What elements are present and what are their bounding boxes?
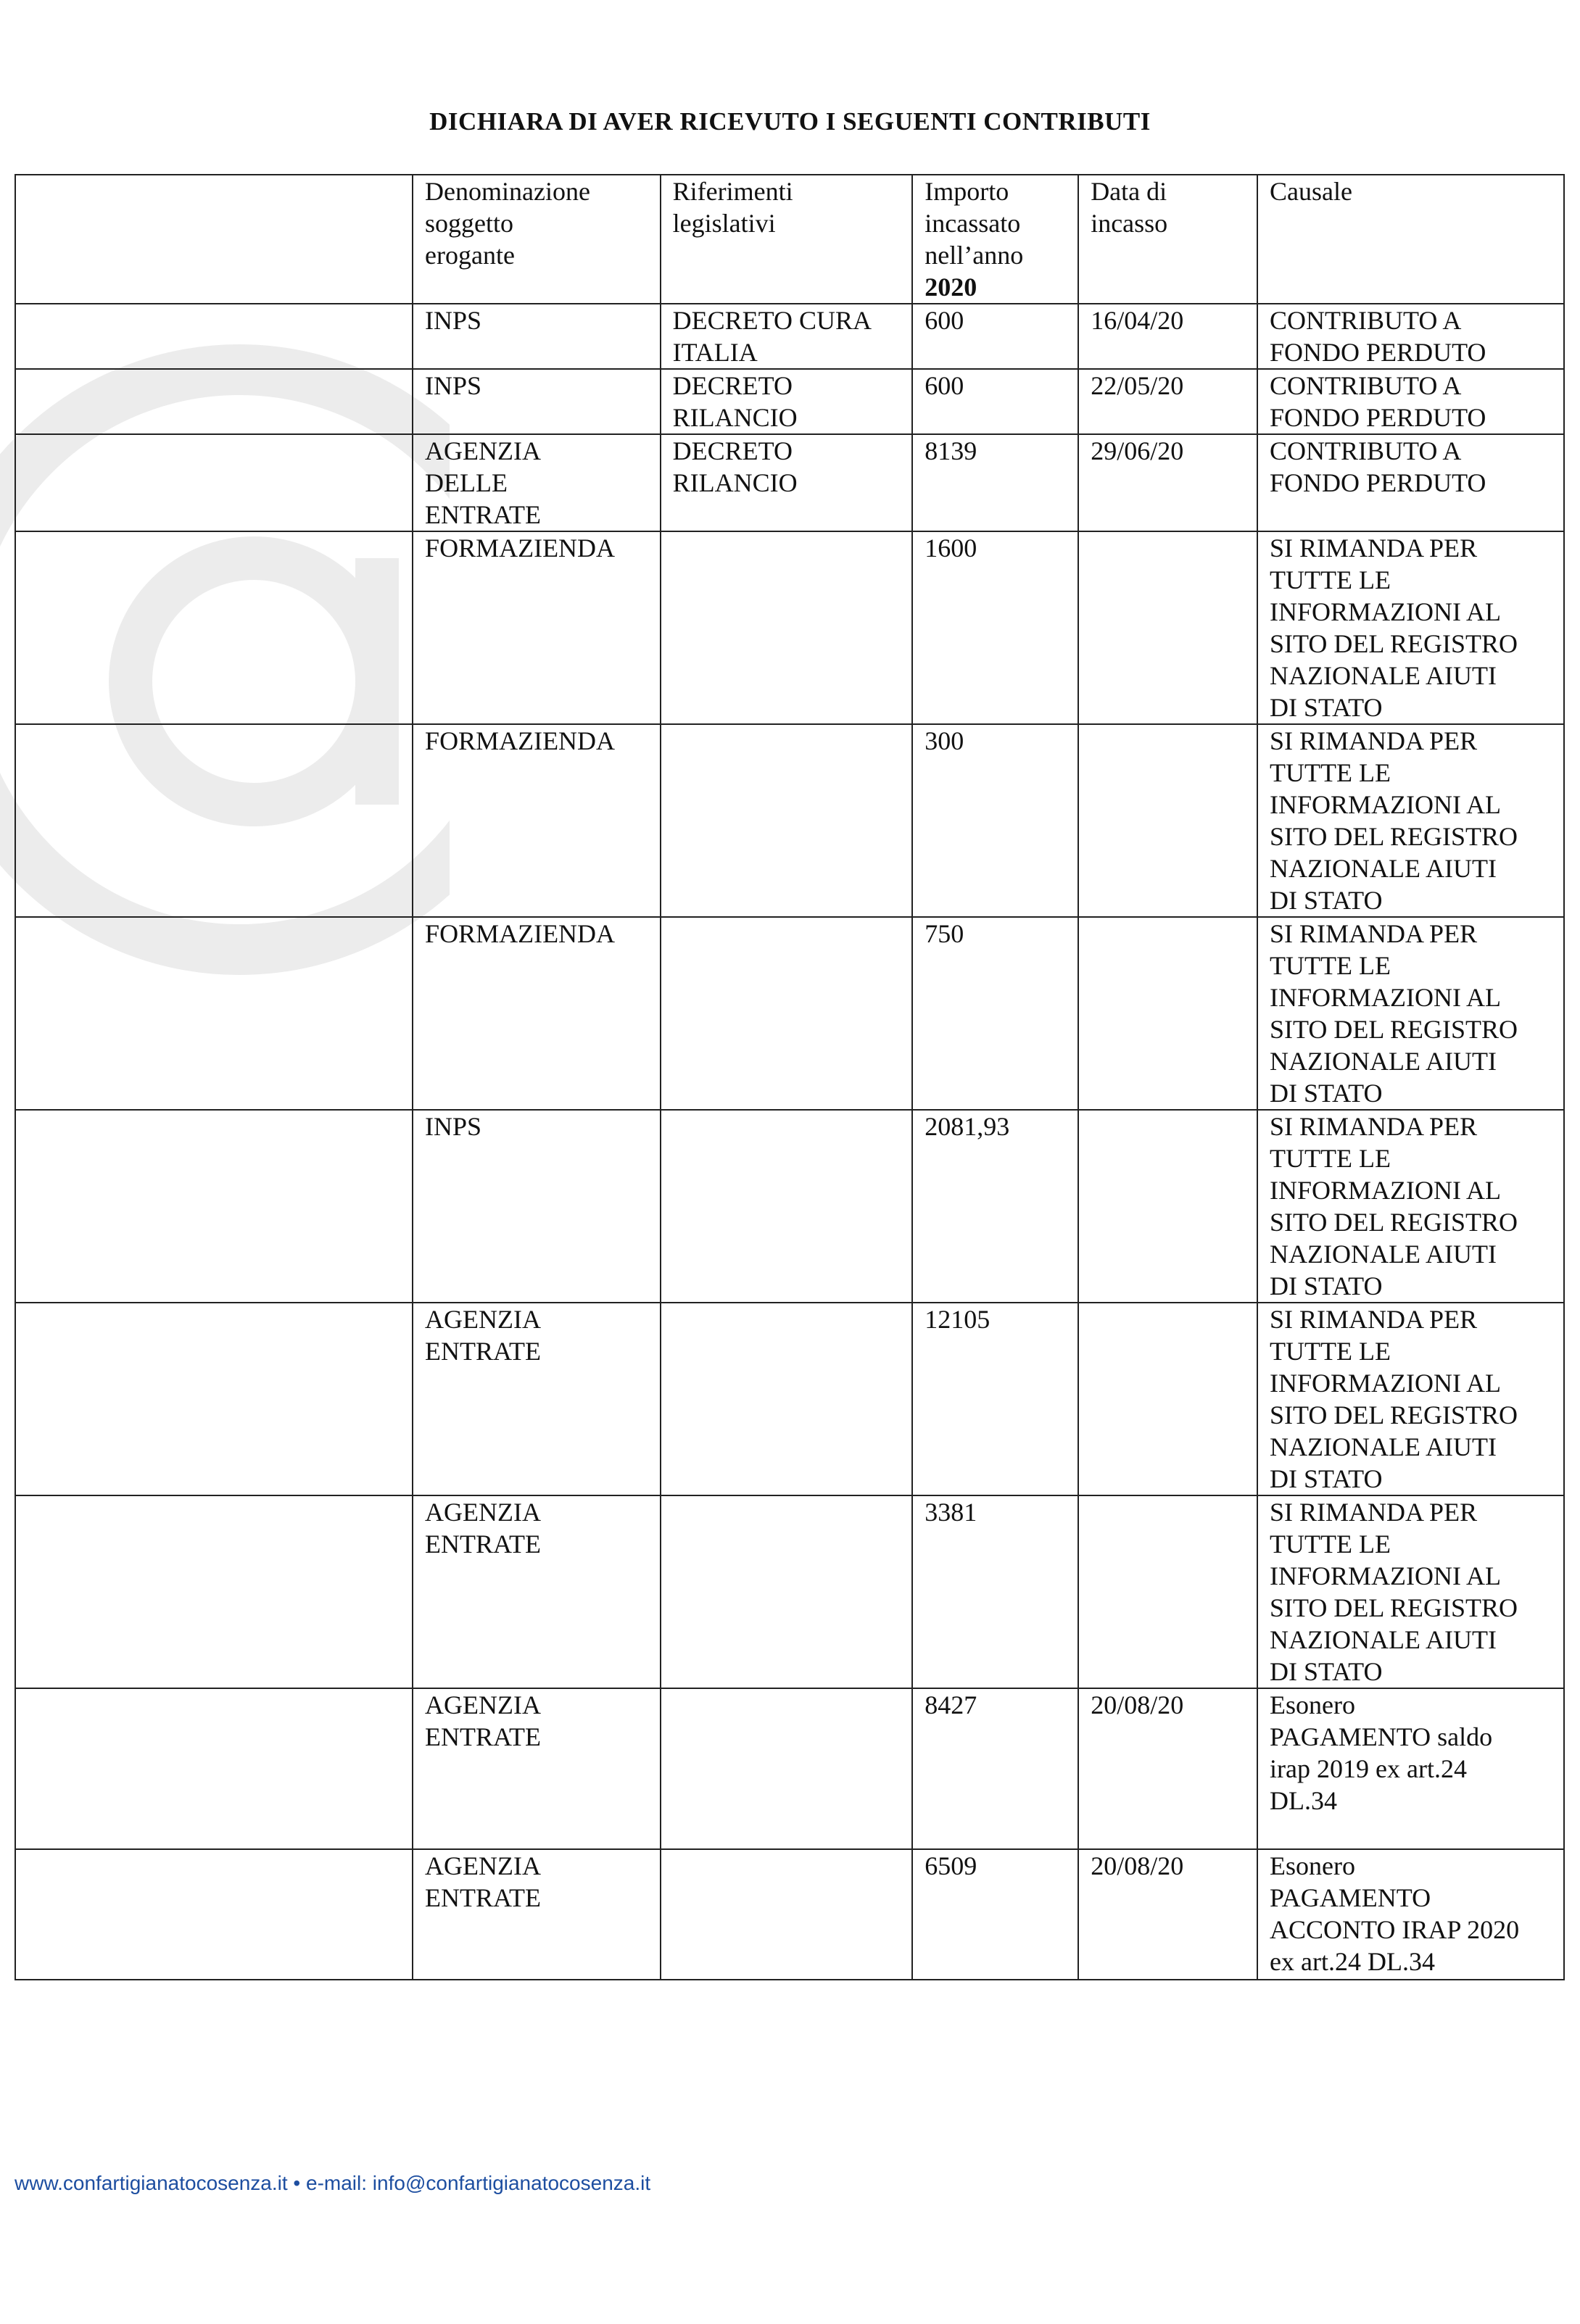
cell-text: 750: [925, 919, 964, 948]
cell-denominazione: [413, 1495, 661, 1688]
cell-blank: [15, 1303, 413, 1495]
header-causale: Causale: [1257, 175, 1564, 304]
cell-text: 600: [925, 371, 964, 400]
cell-text: 22/05/20: [1091, 371, 1184, 400]
cell-importo: [912, 1688, 1078, 1849]
cell-causale: [1257, 434, 1564, 531]
cell-data-incasso: [1078, 917, 1257, 1110]
cell-text: SI RIMANDA PER TUTTE LE INFORMAZIONI AL SITO DEL REGISTRO NAZIONALE AIUTI DI STATO: [1270, 1112, 1518, 1300]
cell-text: 600: [925, 306, 964, 335]
cell-denominazione: [413, 369, 661, 434]
cell-blank: [15, 304, 413, 369]
cell-riferimenti: [661, 1495, 913, 1688]
cell-causale: [1257, 1110, 1564, 1303]
cell-importo: [912, 1303, 1078, 1495]
header-riferimenti: Riferimenti legislativi: [661, 175, 913, 304]
cell-causale: [1257, 1849, 1564, 1980]
cell-riferimenti: [661, 917, 913, 1110]
table-row: [15, 304, 1564, 369]
cell-data-incasso: [1078, 1495, 1257, 1688]
cell-text: 12105: [925, 1305, 990, 1334]
cell-importo: [912, 434, 1078, 531]
cell-text: CONTRIBUTO A FONDO PERDUTO: [1270, 371, 1486, 432]
cell-denominazione: [413, 1688, 661, 1849]
cell-blank: [15, 1110, 413, 1303]
cell-importo: [912, 369, 1078, 434]
cell-importo: [912, 531, 1078, 724]
table-row: [15, 434, 1564, 531]
cell-data-incasso: [1078, 1849, 1257, 1980]
cell-text: 8139: [925, 436, 977, 465]
cell-text: FORMAZIENDA: [425, 726, 616, 755]
table-row: [15, 917, 1564, 1110]
cell-causale: [1257, 724, 1564, 917]
cell-riferimenti: [661, 434, 913, 531]
cell-text: 3381: [925, 1498, 977, 1527]
cell-text: SI RIMANDA PER TUTTE LE INFORMAZIONI AL SITO DEL REGISTRO NAZIONALE AIUTI DI STATO: [1270, 1305, 1518, 1493]
cell-data-incasso: [1078, 531, 1257, 724]
cell-causale: [1257, 531, 1564, 724]
cell-text: Esonero PAGAMENTO saldo irap 2019 ex art.24 DL.34: [1270, 1690, 1493, 1815]
cell-text: AGENZIA DELLE ENTRATE: [425, 436, 542, 529]
cell-text: FORMAZIENDA: [425, 534, 616, 563]
cell-data-incasso: [1078, 434, 1257, 531]
cell-causale: [1257, 369, 1564, 434]
table-row: [15, 1688, 1564, 1849]
cell-text: INPS: [425, 306, 482, 335]
cell-causale: [1257, 304, 1564, 369]
cell-denominazione: [413, 531, 661, 724]
cell-text: 16/04/20: [1091, 306, 1184, 335]
cell-denominazione: [413, 1110, 661, 1303]
cell-blank: [15, 1688, 413, 1849]
cell-blank: [15, 1495, 413, 1688]
cell-text: SI RIMANDA PER TUTTE LE INFORMAZIONI AL SITO DEL REGISTRO NAZIONALE AIUTI DI STATO: [1270, 919, 1518, 1108]
table-row: [15, 531, 1564, 724]
cell-importo: [912, 1110, 1078, 1303]
cell-causale: [1257, 1495, 1564, 1688]
cell-text: 300: [925, 726, 964, 755]
cell-denominazione: [413, 1849, 661, 1980]
cell-text: AGENZIA ENTRATE: [425, 1305, 542, 1366]
cell-blank: [15, 434, 413, 531]
cell-text: CONTRIBUTO A FONDO PERDUTO: [1270, 436, 1486, 497]
cell-riferimenti: [661, 1849, 913, 1980]
header-importo: Importo incassato nell’anno 2020: [912, 175, 1078, 304]
table-row: [15, 1495, 1564, 1688]
cell-importo: [912, 1849, 1078, 1980]
cell-text: INPS: [425, 371, 482, 400]
cell-text: SI RIMANDA PER TUTTE LE INFORMAZIONI AL SITO DEL REGISTRO NAZIONALE AIUTI DI STATO: [1270, 726, 1518, 915]
cell-text: AGENZIA ENTRATE: [425, 1851, 542, 1912]
cell-text: 29/06/20: [1091, 436, 1184, 465]
cell-blank: [15, 917, 413, 1110]
cell-data-incasso: [1078, 1303, 1257, 1495]
cell-blank: [15, 1849, 413, 1980]
cell-riferimenti: [661, 304, 913, 369]
cell-text: 2081,93: [925, 1112, 1010, 1141]
cell-data-incasso: [1078, 1688, 1257, 1849]
cell-text: 20/08/20: [1091, 1690, 1184, 1719]
cell-causale: [1257, 1688, 1564, 1849]
cell-text: INPS: [425, 1112, 482, 1141]
table-header-row: [15, 175, 1564, 304]
cell-text: AGENZIA ENTRATE: [425, 1498, 542, 1559]
cell-text: 1600: [925, 534, 977, 563]
header-cell-blank: [15, 175, 413, 304]
cell-text: SI RIMANDA PER TUTTE LE INFORMAZIONI AL SITO DEL REGISTRO NAZIONALE AIUTI DI STATO: [1270, 1498, 1518, 1686]
footer-contact: www.confartigianatocosenza.it • e-mail: info@confartigianatocosenza.it: [15, 2172, 651, 2194]
table-row: [15, 369, 1564, 434]
cell-data-incasso: [1078, 1110, 1257, 1303]
cell-riferimenti: [661, 724, 913, 917]
cell-text: 6509: [925, 1851, 977, 1880]
cell-importo: [912, 724, 1078, 917]
cell-causale: [1257, 1303, 1564, 1495]
cell-denominazione: [413, 917, 661, 1110]
cell-text: 8427: [925, 1690, 977, 1719]
cell-blank: [15, 531, 413, 724]
cell-denominazione: [413, 1303, 661, 1495]
table-row: [15, 1849, 1564, 1980]
cell-causale: [1257, 917, 1564, 1110]
header-importo-year: 2020: [925, 273, 977, 302]
cell-text: 20/08/20: [1091, 1851, 1184, 1880]
contributions-table: [15, 174, 1565, 1980]
cell-text: FORMAZIENDA: [425, 919, 616, 948]
cell-riferimenti: [661, 531, 913, 724]
header-denominazione: Denominazione soggetto erogante: [413, 175, 661, 304]
cell-text: SI RIMANDA PER TUTTE LE INFORMAZIONI AL SITO DEL REGISTRO NAZIONALE AIUTI DI STATO: [1270, 534, 1518, 722]
cell-blank: [15, 724, 413, 917]
cell-text: AGENZIA ENTRATE: [425, 1690, 542, 1751]
cell-denominazione: [413, 724, 661, 917]
cell-riferimenti: [661, 1303, 913, 1495]
cell-text: DECRETO CURA ITALIA: [672, 306, 872, 367]
cell-riferimenti: [661, 1110, 913, 1303]
cell-riferimenti: [661, 1688, 913, 1849]
cell-denominazione: [413, 304, 661, 369]
cell-riferimenti: [661, 369, 913, 434]
cell-text: CONTRIBUTO A FONDO PERDUTO: [1270, 306, 1486, 367]
cell-text: DECRETO RILANCIO: [672, 436, 798, 497]
cell-data-incasso: [1078, 369, 1257, 434]
table-row: [15, 1303, 1564, 1495]
cell-data-incasso: [1078, 724, 1257, 917]
cell-denominazione: [413, 434, 661, 531]
cell-importo: [912, 917, 1078, 1110]
cell-text: Esonero PAGAMENTO ACCONTO IRAP 2020 ex art.24 DL.34: [1270, 1851, 1520, 1976]
document-title: DICHIARA DI AVER RICEVUTO I SEGUENTI CONTRIBUTI: [429, 107, 1151, 136]
cell-text: DECRETO RILANCIO: [672, 371, 798, 432]
cell-importo: [912, 304, 1078, 369]
cell-importo: [912, 1495, 1078, 1688]
table-row: [15, 724, 1564, 917]
cell-blank: [15, 369, 413, 434]
cell-data-incasso: [1078, 304, 1257, 369]
table-row: [15, 1110, 1564, 1303]
header-data-incasso: Data di incasso: [1078, 175, 1257, 304]
